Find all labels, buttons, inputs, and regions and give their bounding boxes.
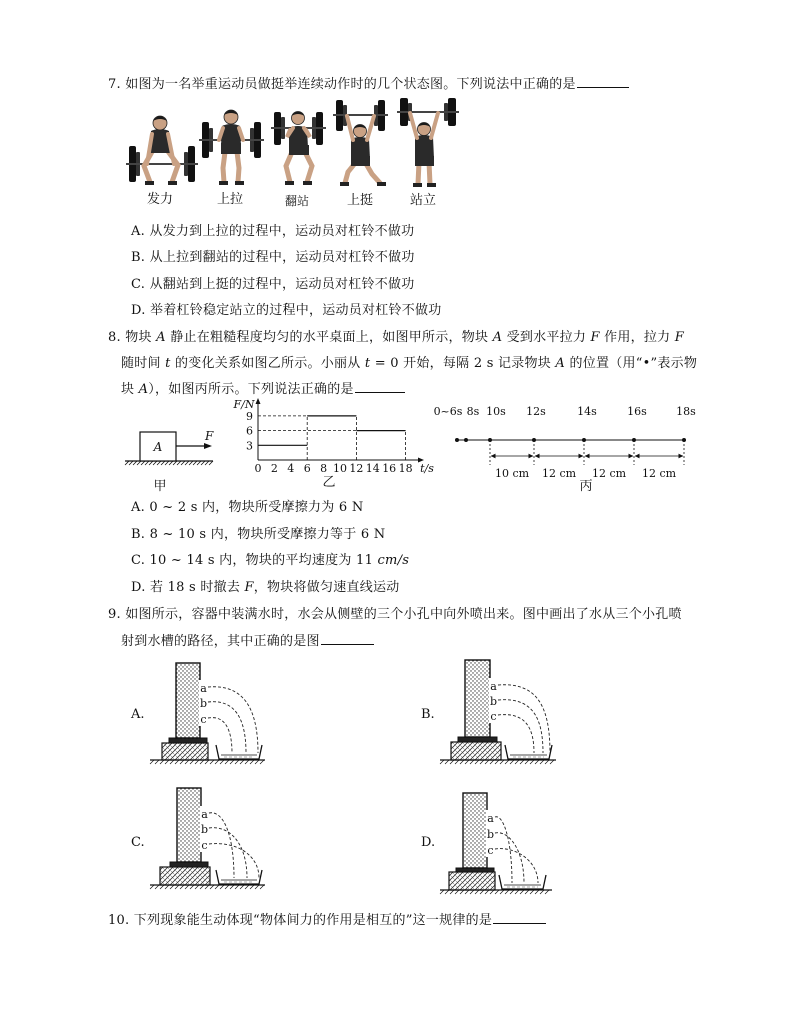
q7-option-c[interactable] (131, 276, 415, 294)
q8-stem-line-1 (108, 329, 684, 347)
math-symbol: t (165, 356, 171, 371)
text-run: 10. 下列现象能生动体现“物体间力的作用是相互的”这一规律的是 (108, 913, 493, 928)
answer-blank[interactable] (355, 380, 405, 393)
lifter-pose-jerk (333, 100, 388, 186)
x-tick-label: 6 (303, 462, 311, 475)
water-jet-path (498, 715, 534, 753)
hole-label: c (201, 839, 208, 852)
hole-label: c (487, 844, 494, 857)
text-run: D. 举着杠铃稳定站立的过程中，运动员对杠铃不做功 (131, 303, 442, 318)
hole-label: b (200, 823, 209, 836)
time-label: 16s (627, 405, 647, 418)
time-label: 14s (577, 405, 597, 418)
water-container (176, 663, 200, 738)
weightlifting-sequence-figure (124, 96, 464, 190)
text-run: 块 (121, 382, 139, 397)
time-label: 10s (486, 405, 506, 418)
time-label: 12s (526, 405, 546, 418)
hole-label: a (487, 812, 494, 825)
time-label: 8s (466, 405, 480, 418)
math-symbol: cm/s (377, 553, 410, 568)
figure-label-pull: 上拉 (216, 192, 244, 207)
x-tick-label: 8 (320, 462, 328, 475)
container-stand (162, 743, 208, 760)
text-run: B. 从上拉到翻站的过程中，运动员对杠铃不做功 (131, 250, 415, 265)
q9-container-diagram-a[interactable] (145, 652, 270, 768)
text-run: 作用，拉力 (599, 330, 675, 345)
time-label: 0~6s (433, 405, 463, 418)
text-run: 8. 物块 (108, 330, 157, 345)
hole-label: b (199, 697, 208, 710)
answer-blank[interactable] (321, 632, 374, 645)
water-container (177, 788, 201, 862)
y-tick-label: 9 (246, 409, 253, 423)
x-axis-label: t/s (420, 462, 434, 475)
x-tick-label: 0 (254, 462, 262, 475)
x-tick-label: 12 (349, 462, 364, 475)
q7-option-d[interactable] (131, 302, 441, 320)
hole-label: b (486, 828, 495, 841)
container-base-plate (170, 862, 208, 867)
figure-label-jerk: 上挺 (346, 193, 374, 208)
water-jet-path (209, 828, 247, 878)
container-stand (160, 867, 210, 885)
figure-bing-position-timeline (430, 400, 695, 482)
hole-label: a (200, 682, 207, 695)
text-run: A. 0 ~ 2 s 内，物块所受摩擦力为 6 N (131, 500, 364, 515)
math-symbol: F (244, 580, 254, 595)
y-tick-label: 6 (246, 424, 253, 438)
text-run: A. 从发力到上拉的过程中，运动员对杠铃不做功 (131, 224, 415, 239)
q9-option-a-label[interactable]: A. (131, 707, 145, 722)
math-symbol: A (492, 330, 503, 345)
lifter-pose-stand (397, 98, 459, 187)
water-jet-path (208, 718, 232, 753)
math-symbol: A (138, 382, 149, 397)
text-run: = 0 开始，每隔 2 s 记录物块 (370, 356, 556, 371)
answer-blank[interactable] (493, 911, 546, 924)
water-jet-path (495, 849, 538, 883)
distance-label: 12 cm (541, 467, 577, 480)
q8-option-d[interactable] (131, 579, 400, 597)
math-symbol: A (555, 356, 566, 371)
y-axis-label: F/N (233, 398, 255, 411)
q10-stem (108, 911, 546, 930)
figure-label-clean: 翻站 (284, 194, 310, 208)
text-run: 9. 如图所示，容器中装满水时，水会从侧壁的三个小孔中向外喷出来。图中画出了水从三个小孔喷 (108, 607, 682, 622)
y-tick-label: 3 (246, 439, 253, 453)
math-symbol: F (590, 330, 600, 345)
x-tick-label: 18 (398, 462, 413, 475)
position-dot (464, 438, 468, 442)
force-arrowhead (204, 443, 212, 449)
water-container (465, 660, 490, 737)
figure-label-stand: 站立 (409, 193, 437, 208)
q9-option-c-label[interactable]: C. (131, 835, 145, 850)
hole-label: b (489, 695, 498, 708)
text-run: 静止在粗糙程度均匀的水平桌面上，如图甲所示，物块 (165, 330, 493, 345)
text-run: B. 8 ~ 10 s 内，物块所受摩擦力等于 6 N (131, 527, 386, 542)
text-run: C. 10 ~ 14 s 内，物块的平均速度为 11 (131, 553, 378, 568)
x-tick-label: 10 (333, 462, 347, 475)
q9-container-diagram-c[interactable] (145, 780, 270, 892)
container-stand (449, 872, 495, 890)
water-container (463, 793, 487, 868)
container-stand (451, 742, 501, 760)
q9-option-d-label[interactable]: D. (421, 835, 436, 850)
q7-stem (108, 75, 629, 94)
text-run: 射到水槽的路径，其中正确的是图 (121, 634, 320, 649)
x-tick-label: 14 (365, 462, 380, 475)
container-base-plate (169, 738, 207, 743)
water-jet-path (208, 687, 258, 753)
water-jet-path (498, 700, 543, 753)
x-tick-label: 2 (270, 462, 278, 475)
q9-stem-line-2 (121, 632, 374, 651)
x-tick-label: 16 (382, 462, 397, 475)
hole-label: a (201, 808, 208, 821)
container-base-plate (458, 737, 497, 742)
q9-container-diagram-b[interactable] (435, 650, 560, 768)
q9-stem-line-1 (108, 606, 682, 624)
text-run: 7. 如图为一名举重运动员做挺举连续动作时的几个状态图。下列说法中正确的是 (108, 77, 576, 92)
math-symbol: F (674, 330, 685, 345)
q8-option-a[interactable] (131, 499, 363, 517)
distance-label: 12 cm (591, 467, 627, 480)
figure-caption-yi: 乙 (322, 475, 336, 490)
distance-label: 12 cm (641, 467, 677, 480)
figure-yi-force-time-graph (228, 395, 438, 477)
figure-jia-block-on-table (120, 420, 220, 472)
hole-label: a (490, 680, 497, 693)
math-symbol: A (156, 330, 166, 345)
text-run: C. 从翻站到上挺的过程中，运动员对杠铃不做功 (131, 277, 415, 292)
q9-option-b-label[interactable]: B. (421, 707, 435, 722)
lifter-pose-power (126, 116, 198, 185)
math-symbol: t (364, 356, 371, 371)
q8-stem-line-2 (121, 355, 697, 373)
text-run: 随时间 (121, 356, 166, 371)
y-axis-arrowhead (256, 398, 261, 404)
q8-option-c[interactable] (131, 552, 409, 570)
figure-caption-jia: 甲 (153, 479, 167, 494)
text-run: 的变化关系如图乙所示。小丽从 (170, 356, 365, 371)
force-label: F (205, 429, 214, 443)
q9-container-diagram-d[interactable] (435, 785, 560, 897)
answer-blank[interactable] (577, 75, 629, 88)
block-label: A (153, 440, 163, 454)
hole-label: c (490, 710, 497, 723)
text-run: ，物块将做匀速直线运动 (253, 580, 400, 595)
time-label: 18s (676, 405, 696, 418)
text-run: 的位置（用“•”表示物 (565, 356, 698, 371)
text-run: ），如图丙所示。下列说法正确的是 (148, 382, 354, 397)
water-jet-path (208, 702, 246, 753)
figure-caption-bing: 丙 (579, 479, 593, 494)
figure-label-power: 发力 (146, 192, 174, 207)
water-jet-path (498, 685, 550, 753)
lifter-pose-clean (271, 112, 326, 186)
q7-option-b[interactable] (131, 249, 415, 267)
x-tick-label: 4 (287, 462, 295, 475)
water-jet-path (495, 817, 512, 883)
position-dot (455, 438, 459, 442)
distance-label: 10 cm (494, 467, 530, 480)
text-run: 受到水平拉力 (502, 330, 591, 345)
lifter-pose-pull (199, 110, 264, 185)
hole-label: c (200, 713, 207, 726)
q8-option-b[interactable] (131, 526, 385, 544)
q7-option-a[interactable] (131, 223, 414, 241)
text-run: D. 若 18 s 时撤去 (131, 580, 245, 595)
